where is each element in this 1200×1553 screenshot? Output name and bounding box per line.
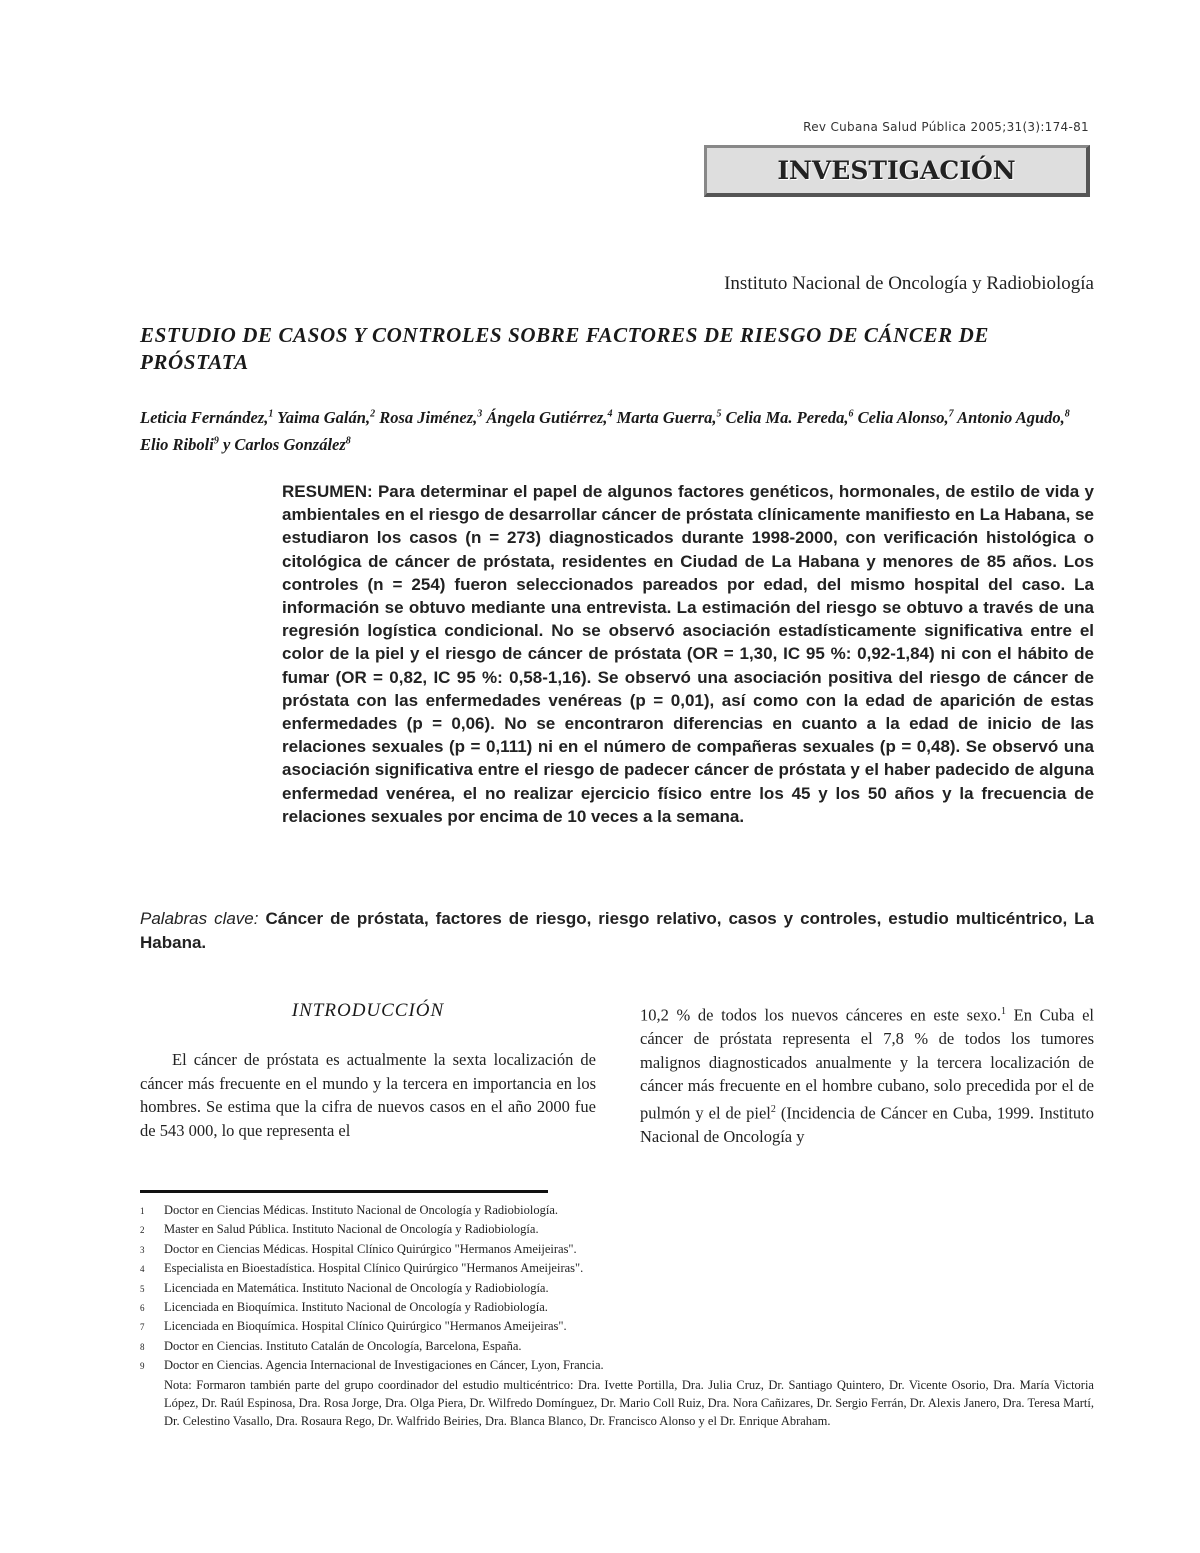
footnote: 9 Doctor en Ciencias. Agencia Internacional de Investigaciones en Cáncer, Lyon, Francia. [140,1358,604,1373]
author: Yaima Galán,$^2$ [277,407,376,427]
abstract [282,480,1094,828]
footnote: 4 Especialista en Bioestadística. Hospital Clínico Quirúrgico "Hermanos Ameijeiras". [140,1261,584,1276]
keywords-label: Palabras clave: [140,909,259,928]
author: Rosa Jiménez,$^3$ [379,407,483,427]
introduction-left-column: El cáncer de próstata es actualmente la sexta localización de cáncer más frecuente en el mundo y la tercera en importancia en los hombres. Se estima que la cifra de nuevos casos en el año 2000 fue de 543 000, lo que representa el [140,1050,596,1140]
keywords-text: Cáncer de próstata, factores de riesgo, riesgo relativo, casos y controles, estudio multicéntrico, La Habana. [140,909,1094,952]
footnote: 8 Doctor en Ciencias. Instituto Catalán de Oncología, Barcelona, España. [140,1338,522,1353]
author: Ángela Gutiérrez,$^4$ [486,407,613,427]
author-list [140,402,1080,457]
author: Antonio Agudo,$^8$ [957,407,1070,427]
keywords [140,907,1094,954]
footnote: 1 Doctor en Ciencias Médicas. Instituto Nacional de Oncología y Radiobiología. [140,1203,559,1217]
author: y Carlos González$^8$ [222,435,351,454]
author: Celia Alonso,$^7$ [857,407,954,427]
article-title: ESTUDIO DE CASOS Y CONTROLES SOBRE FACTORES DE RIESGO DE CÁNCER DE PRÓSTATA [140,323,989,374]
footnote: 2 Master en Salud Pública. Instituto Nacional de Oncología y Radiobiología. [140,1222,539,1237]
journal-reference: Rev Cubana Salud Pública 2005;31(3):174-81 [803,120,1089,134]
footnote: 3 Doctor en Ciencias Médicas. Hospital Clínico Quirúrgico "Hermanos Ameijeiras". [140,1241,577,1256]
abstract-text: Para determinar el papel de algunos factores genéticos, hormonales, de estilo de vida y ambientales en el riesgo de desarrollar cáncer de próstata clínicamente manifiesto en La Habana, se estudiaron los casos (n = 273) diagnosticados durante 1998-2000, con verificación histológica o citológica de cáncer de próstata, residentes en Ciudad de La Habana y menores de 85 años. Los controles (n = 254) fueron seleccionados pareados por edad, del mismo hospital del caso. La información se obtuvo mediante una entrevista. La estimación del riesgo se obtuvo a través de una regresión logística condicional. No se observó asociación estadísticamente significativa entre el color de la piel y el riesgo de cáncer de próstata (OR = 1,30, IC 95 %: 0,92-1,84) ni con el hábito de fumar (OR = 0,82, IC 95 %: 0,58-1,16). Se observó una asociación positiva del riesgo de cáncer de próstata con las enfermedades venéreas (p = 0,01), así como con la edad de aparición de estas enfermedades (p = 0,06). No se encontraron diferencias en cuanto a la edad de inicio de las relaciones sexuales (p = 0,111) ni en el número de compañeras sexuales (p = 0,48). Se observó una asociación significativa entre el riesgo de padecer cáncer de próstata y el haber padecido de alguna enfermedad venérea, el no realizar ejercicio físico entre los 45 y los 50 años y la frecuencia de relaciones sexuales por encima de 10 veces a la semana. [282,482,1094,826]
section-banner [704,145,1090,197]
introduction-right-column: 10,2 % de todos los nuevos cánceres en este sexo.$^1$ En Cuba el cáncer de próstata representa el 7,8 % de todos los tumores malignos diagnosticados anualmente y la tercera localización de cáncer más frecuente en el hombre cubano, solo precedida por el de pulmón y el de piel$^2$ (Incidencia de Cáncer en Cuba, 1999. Instituto Nacional de Oncología y [640,1005,1095,1146]
footnote: 6 Licenciada en Bioquímica. Instituto Nacional de Oncología y Radiobiología. [140,1300,548,1315]
footnotes [140,1201,1094,1431]
footnote-divider [140,1190,548,1193]
footnote-note: Nota: Formaron también parte del grupo coordinador del estudio multicéntrico: Dra. Ivette Portilla, Dra. Julia Cruz, Dr. Santiago Quintero, Dr. Vicente Osorio, Dra. María Victoria López, Dr. Raúl Espinosa, Dra. Rosa Jorge, Dra. Olga Piera, Dr. Wilfredo Domínguez, Dr. Mario Coll Ruiz, Dra. Nora Cañizares, Dr. Sergio Ferrán, Dr. Alexis Janero, Dra. Teresa Martí, Dr. Celestino Vasallo, Dra. Rosaura Rego, Dr. Walfrido Beiries, Dra. Blanca Blanco, Dr. Francisco Alonso y el Dr. Enrique Abraham. [164,1377,1094,1429]
footnote: 7 Licenciada en Bioquímica. Hospital Clínico Quirúrgico "Hermanos Ameijeiras". [140,1319,567,1334]
author: Celia Ma. Pereda,$^6$ [725,407,854,427]
institution: Instituto Nacional de Oncología y Radiobiología [724,273,1094,294]
abstract-label: RESUMEN: [282,482,373,501]
introduction-heading: INTRODUCCIÓN [291,1000,445,1021]
author: Elio Riboli$^9$ [140,435,219,454]
footnote: 5 Licenciada en Matemática. Instituto Nacional de Oncología y Radiobiología. [140,1280,549,1295]
section-label: INVESTIGACIÓN [777,156,1016,185]
author: Leticia Fernández,$^1$ [140,407,274,427]
author: Marta Guerra,$^5$ [616,407,722,427]
